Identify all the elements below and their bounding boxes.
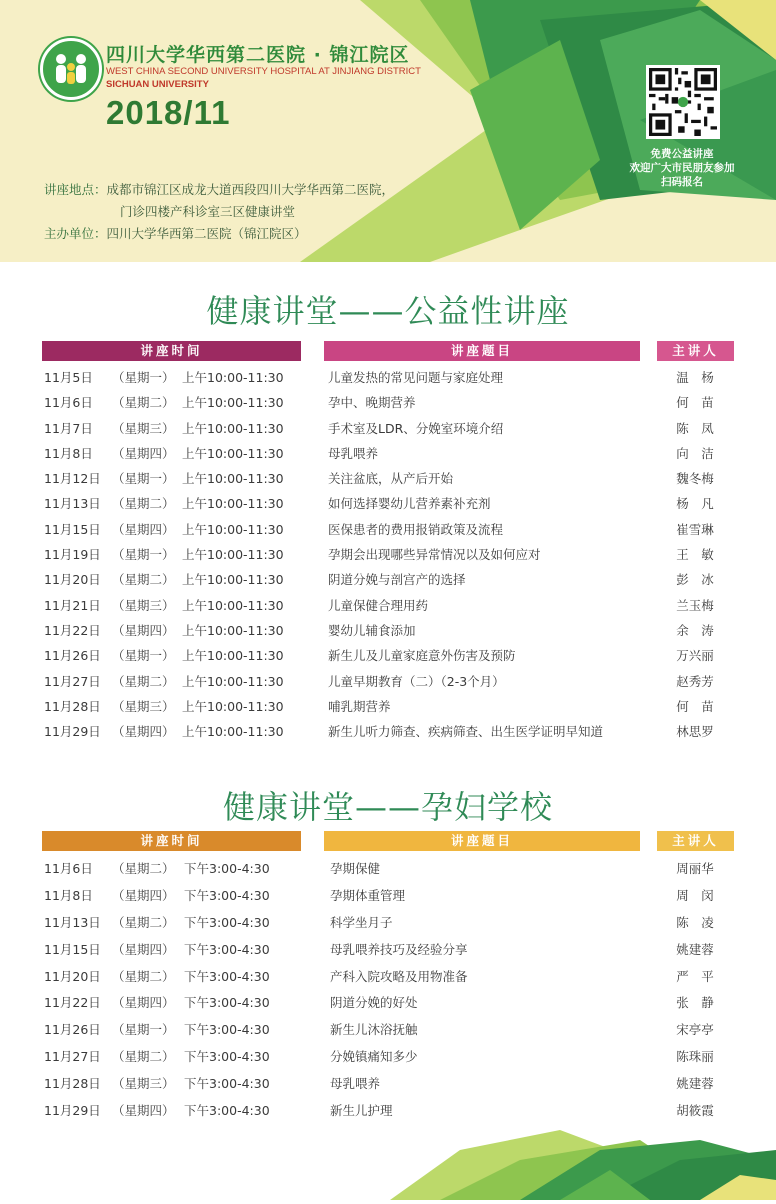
lecture-weekday: （星期二）	[112, 968, 175, 984]
schedule-row	[0, 368, 776, 393]
lecture-time: 上午10:00-11:30	[182, 698, 284, 714]
lecture-speaker: 陈珠丽	[676, 1049, 714, 1065]
location-line1: 成都市锦江区成龙大道西段四川大学华西第二医院，	[106, 182, 395, 197]
family-icon	[51, 51, 91, 87]
section2-col-speaker: 主讲人	[657, 831, 734, 851]
location-info	[44, 180, 394, 198]
lecture-speaker: 姚建蓉	[676, 941, 714, 957]
lecture-date: 11月27日	[44, 1049, 101, 1065]
lecture-topic: 母乳喂养	[330, 1076, 381, 1092]
schedule-row	[0, 1074, 776, 1101]
lecture-date: 11月15日	[44, 521, 101, 537]
lecture-weekday: （星期一）	[112, 547, 175, 563]
lecture-speaker: 兰玉梅	[676, 597, 714, 613]
lecture-time: 下午3:00-4:30	[184, 1022, 270, 1038]
lecture-topic: 孕期体重管理	[330, 887, 406, 903]
schedule-row	[0, 1047, 776, 1074]
location-label: 讲座地点：	[44, 182, 107, 197]
lecture-speaker: 杨 凡	[676, 496, 714, 512]
lecture-time: 上午10:00-11:30	[182, 370, 284, 385]
lecture-date: 11月5日	[44, 370, 93, 385]
schedule-row	[0, 913, 776, 940]
section1-col-time: 讲座时间	[42, 341, 301, 361]
lecture-date: 11月21日	[44, 597, 101, 613]
lecture-topic: 孕期保健	[330, 861, 381, 876]
lecture-weekday: （星期四）	[112, 995, 175, 1011]
schedule-row	[0, 967, 776, 994]
lecture-speaker: 向 洁	[676, 445, 714, 461]
lecture-speaker: 陈 凤	[676, 420, 714, 436]
lecture-time: 下午3:00-4:30	[184, 995, 270, 1011]
schedule-row	[0, 596, 776, 621]
lecture-date: 11月29日	[44, 724, 101, 740]
lecture-time: 上午10:00-11:30	[182, 547, 284, 563]
lecture-speaker: 温 杨	[676, 370, 714, 385]
lecture-time: 上午10:00-11:30	[182, 724, 284, 740]
lecture-speaker: 崔雪琳	[676, 521, 714, 537]
lecture-weekday: （星期四）	[112, 941, 175, 957]
poster-date: 2018/11	[106, 94, 231, 131]
lecture-topic: 新生儿听力筛查、疾病筛查、出生医学证明早知道	[328, 724, 604, 740]
schedule-row	[0, 993, 776, 1020]
schedule-row	[0, 419, 776, 444]
schedule-row	[0, 1020, 776, 1047]
lecture-time: 下午3:00-4:30	[184, 1049, 270, 1065]
lecture-time: 下午3:00-4:30	[184, 968, 270, 984]
lecture-speaker: 彭 冰	[676, 572, 714, 588]
lecture-topic: 母乳喂养	[328, 445, 379, 461]
schedule-row	[0, 520, 776, 545]
schedule-row	[0, 545, 776, 570]
lecture-weekday: （星期一）	[112, 648, 175, 664]
lecture-topic: 新生儿沐浴抚触	[330, 1022, 418, 1038]
lecture-topic: 如何选择婴幼儿营养素补充剂	[328, 496, 491, 512]
lecture-time: 下午3:00-4:30	[184, 861, 270, 876]
section2-col-topic: 讲座题目	[324, 831, 640, 851]
lecture-topic: 孕期会出现哪些异常情况以及如何应对	[328, 547, 541, 563]
lecture-topic: 新生儿及儿童家庭意外伤害及预防	[328, 648, 516, 664]
lecture-weekday: （星期二）	[112, 861, 175, 876]
lecture-date: 11月13日	[44, 914, 101, 930]
lecture-weekday: （星期一）	[112, 1022, 175, 1038]
lecture-topic: 儿童发热的常见问题与家庭处理	[328, 370, 504, 385]
lecture-weekday: （星期一）	[112, 370, 175, 385]
location-line2: 门诊四楼产科诊室三区健康讲堂	[120, 204, 296, 219]
lecture-speaker: 何 苗	[676, 698, 714, 714]
lecture-weekday: （星期四）	[112, 521, 175, 537]
lecture-speaker: 胡筱霞	[676, 1103, 714, 1119]
lecture-speaker: 林思罗	[676, 724, 714, 740]
lecture-topic: 分娩镇痛知多少	[330, 1049, 418, 1065]
lecture-time: 上午10:00-11:30	[182, 395, 284, 411]
lecture-weekday: （星期三）	[112, 420, 175, 436]
lecture-topic: 阴道分娩与剖宫产的选择	[328, 572, 466, 588]
lecture-topic: 医保患者的费用报销政策及流程	[328, 521, 504, 537]
lecture-topic: 手术室及LDR、分娩室环境介绍	[328, 420, 504, 436]
lecture-speaker: 周丽华	[676, 861, 714, 876]
qr-caption-line: 扫码报名	[661, 176, 703, 188]
schedule-row	[0, 444, 776, 469]
hospital-name-cn: 四川大学华西第二医院 · 锦江院区	[106, 44, 410, 66]
section2-schedule	[0, 859, 776, 1128]
section1-schedule	[0, 368, 776, 747]
lecture-speaker: 姚建蓉	[676, 1076, 714, 1092]
lecture-weekday: （星期三）	[112, 1076, 175, 1092]
university-name-en: SICHUAN UNIVERSITY	[106, 79, 209, 90]
lecture-time: 上午10:00-11:30	[182, 445, 284, 461]
schedule-row	[0, 621, 776, 646]
lecture-speaker: 宋亭亭	[676, 1022, 714, 1038]
lecture-date: 11月12日	[44, 471, 101, 487]
lecture-date: 11月8日	[44, 887, 93, 903]
lecture-speaker: 魏冬梅	[676, 471, 714, 487]
lecture-weekday: （星期四）	[112, 445, 175, 461]
lecture-date: 11月27日	[44, 673, 101, 689]
organizer-label: 主办单位：	[44, 226, 107, 241]
lecture-topic: 哺乳期营养	[328, 698, 391, 714]
schedule-row	[0, 940, 776, 967]
lecture-topic: 儿童早期教育（二）（2-3个月）	[328, 673, 505, 689]
lecture-topic: 阴道分娩的好处	[330, 995, 418, 1011]
lecture-date: 11月6日	[44, 861, 93, 876]
lecture-speaker: 严 平	[676, 968, 714, 984]
qr-code-icon[interactable]	[646, 65, 720, 139]
hospital-logo	[40, 38, 102, 100]
lecture-date: 11月22日	[44, 995, 101, 1011]
schedule-row	[0, 697, 776, 722]
lecture-date: 11月20日	[44, 968, 101, 984]
schedule-row	[0, 859, 776, 886]
lecture-topic: 产科入院攻略及用物准备	[330, 968, 468, 984]
lecture-date: 11月8日	[44, 445, 93, 461]
lecture-weekday: （星期四）	[112, 724, 175, 740]
schedule-row	[0, 494, 776, 519]
lecture-topic: 母乳喂养技巧及经验分享	[330, 941, 468, 957]
lecture-topic: 婴幼儿辅食添加	[328, 622, 416, 638]
lecture-time: 上午10:00-11:30	[182, 648, 284, 664]
schedule-row	[0, 646, 776, 671]
qr-caption	[612, 147, 752, 189]
lecture-time: 下午3:00-4:30	[184, 1076, 270, 1092]
lecture-time: 上午10:00-11:30	[182, 496, 284, 512]
lecture-date: 11月19日	[44, 547, 101, 563]
schedule-row	[0, 469, 776, 494]
lecture-time: 上午10:00-11:30	[182, 597, 284, 613]
organizer-info	[44, 224, 307, 242]
lecture-time: 上午10:00-11:30	[182, 673, 284, 689]
lecture-topic: 孕中、晚期营养	[328, 395, 416, 411]
lecture-speaker: 陈 凌	[676, 914, 714, 930]
lecture-date: 11月28日	[44, 1076, 101, 1092]
lecture-date: 11月7日	[44, 420, 93, 436]
section1-title: 健康讲堂——公益性讲座	[206, 292, 570, 330]
lecture-weekday: （星期二）	[112, 395, 175, 411]
lecture-date: 11月15日	[44, 941, 101, 957]
lecture-weekday: （星期四）	[112, 887, 175, 903]
section2-title: 健康讲堂——孕妇学校	[222, 788, 553, 826]
lecture-time: 下午3:00-4:30	[184, 914, 270, 930]
footer-decoration	[0, 1120, 776, 1200]
lecture-topic: 关注盆底，从产后开始	[328, 471, 454, 487]
qr-caption-line: 欢迎广大市民朋友参加	[629, 162, 735, 174]
lecture-speaker: 周 闵	[676, 887, 714, 903]
lecture-date: 11月6日	[44, 395, 93, 411]
lecture-date: 11月22日	[44, 622, 101, 638]
schedule-row	[0, 672, 776, 697]
lecture-speaker: 赵秀芳	[676, 673, 714, 689]
lecture-date: 11月29日	[44, 1103, 101, 1119]
qr-caption-line: 免费公益讲座	[650, 148, 714, 160]
lecture-time: 上午10:00-11:30	[182, 622, 284, 638]
section1-col-speaker: 主讲人	[657, 341, 734, 361]
lecture-date: 11月26日	[44, 648, 101, 664]
poster-header	[0, 0, 776, 262]
lecture-weekday: （星期二）	[112, 673, 175, 689]
lecture-time: 上午10:00-11:30	[182, 521, 284, 537]
lecture-time: 上午10:00-11:30	[182, 471, 284, 487]
organizer-value: 四川大学华西第二医院（锦江院区）	[106, 226, 307, 241]
lecture-time: 上午10:00-11:30	[182, 420, 284, 436]
lecture-date: 11月26日	[44, 1022, 101, 1038]
section2-col-time: 讲座时间	[42, 831, 301, 851]
lecture-weekday: （星期二）	[112, 914, 175, 930]
lecture-speaker: 余 涛	[676, 622, 714, 638]
lecture-weekday: （星期三）	[112, 597, 175, 613]
lecture-time: 下午3:00-4:30	[184, 941, 270, 957]
lecture-time: 上午10:00-11:30	[182, 572, 284, 588]
lecture-topic: 新生儿护理	[330, 1103, 393, 1119]
lecture-speaker: 王 敏	[676, 547, 714, 563]
lecture-weekday: （星期四）	[112, 1103, 175, 1119]
lecture-topic: 儿童保健合理用药	[328, 597, 429, 613]
lecture-time: 下午3:00-4:30	[184, 887, 270, 903]
section1-col-topic: 讲座题目	[324, 341, 640, 361]
lecture-topic: 科学坐月子	[330, 914, 393, 930]
lecture-speaker: 张 静	[676, 995, 714, 1011]
lecture-weekday: （星期二）	[112, 1049, 175, 1065]
lecture-time: 下午3:00-4:30	[184, 1103, 270, 1119]
lecture-weekday: （星期二）	[112, 496, 175, 512]
lecture-speaker: 万兴丽	[676, 648, 714, 664]
lecture-weekday: （星期三）	[112, 698, 175, 714]
lecture-speaker: 何 苗	[676, 395, 714, 411]
lecture-weekday: （星期二）	[112, 572, 175, 588]
schedule-row	[0, 393, 776, 418]
schedule-row	[0, 722, 776, 747]
lecture-date: 11月20日	[44, 572, 101, 588]
lecture-weekday: （星期一）	[112, 471, 175, 487]
lecture-date: 11月13日	[44, 496, 101, 512]
schedule-row	[0, 570, 776, 595]
lecture-date: 11月28日	[44, 698, 101, 714]
schedule-row	[0, 886, 776, 913]
hospital-name-en: WEST CHINA SECOND UNIVERSITY HOSPITAL AT JINJIANG DISTRICT	[106, 66, 421, 77]
lecture-weekday: （星期四）	[112, 622, 175, 638]
